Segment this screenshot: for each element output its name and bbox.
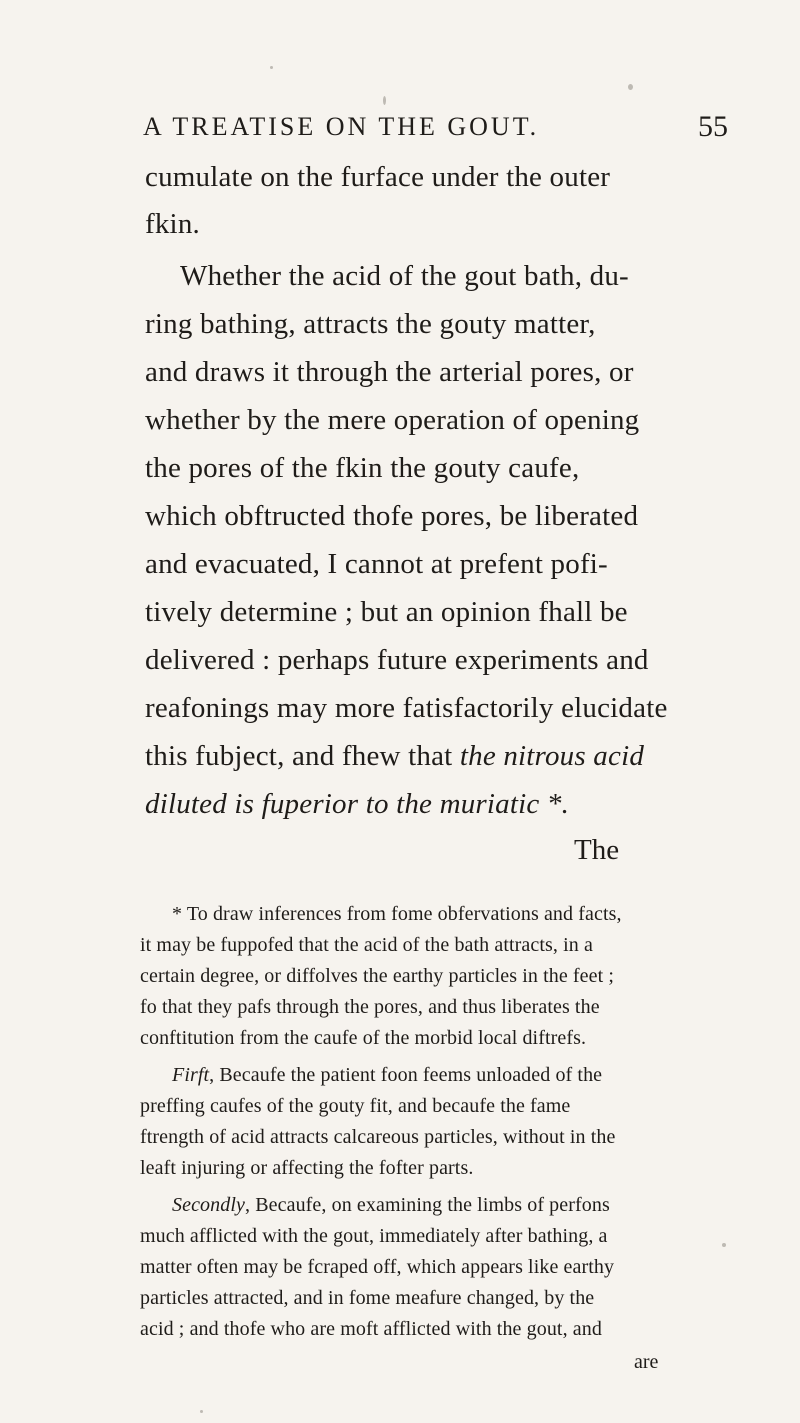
text-line: fkin. bbox=[145, 208, 200, 240]
footnote-line: much afflicted with the gout, immediately after bathing, a bbox=[140, 1225, 608, 1247]
footnote-catchword: are bbox=[634, 1351, 659, 1373]
footnote-line: acid ; and thofe who are moft afflicted with the gout, and bbox=[140, 1318, 602, 1340]
footnote-line: certain degree, or diffolves the earthy particles in the feet ; bbox=[140, 965, 615, 987]
footnote-line: fo that they pafs through the pores, and thus liberates the bbox=[140, 996, 600, 1018]
footnote-line bbox=[172, 1194, 610, 1217]
paper-speck bbox=[722, 1243, 726, 1247]
footnote-emphasis: Secondly bbox=[172, 1194, 245, 1216]
footnote-emphasis: Firft bbox=[172, 1064, 210, 1086]
text-line: ring bathing, attracts the gouty matter, bbox=[145, 308, 596, 340]
footnote-line bbox=[172, 1064, 602, 1087]
paper-speck bbox=[628, 84, 633, 90]
text-line: and draws it through the arterial pores, or bbox=[145, 356, 634, 388]
footnote-line: * To draw inferences from fome obfervations and facts, bbox=[172, 903, 622, 925]
text-line: and evacuated, I cannot at prefent pofi- bbox=[145, 548, 608, 580]
running-title: A TREATISE ON THE GOUT. bbox=[143, 112, 540, 141]
footnote-line: preffing caufes of the gouty fit, and becaufe the fame bbox=[140, 1095, 571, 1117]
page-number: 55 bbox=[698, 110, 728, 143]
text-line: diluted is fuperior to the muriatic *. bbox=[145, 788, 570, 820]
footnote-line: conftitution from the caufe of the morbid local diftrefs. bbox=[140, 1027, 587, 1049]
paper-speck bbox=[200, 1410, 203, 1413]
footnote-line: it may be fuppofed that the acid of the bath attracts, in a bbox=[140, 934, 593, 956]
footnote-line: matter often may be fcraped off, which appears like earthy bbox=[140, 1256, 615, 1278]
running-head bbox=[0, 112, 800, 152]
text-line: the pores of the fkin the gouty caufe, bbox=[145, 452, 580, 484]
text-line: whether by the mere operation of opening bbox=[145, 404, 640, 436]
footnote-line: particles attracted, and in fome meafure changed, by the bbox=[140, 1287, 595, 1309]
text-line-italic: the nitrous acid bbox=[459, 740, 645, 772]
catchword: The bbox=[574, 834, 620, 866]
text-line: cumulate on the furface under the outer bbox=[145, 161, 611, 193]
text-line: tively determine ; but an opinion fhall be bbox=[145, 596, 628, 628]
footnote-line-rest: , Becaufe the patient foon feems unloaded of the bbox=[209, 1064, 603, 1086]
footnote-line: leaft injuring or affecting the fofter parts. bbox=[140, 1157, 474, 1179]
footnote-line: ftrength of acid attracts calcareous particles, without in the bbox=[140, 1126, 616, 1148]
text-line: Whether the acid of the gout bath, du- bbox=[180, 260, 629, 292]
paper-speck bbox=[383, 96, 386, 105]
paper-speck bbox=[270, 66, 273, 69]
text-line-roman: this fubject, and fhew that bbox=[145, 740, 453, 772]
text-line bbox=[145, 740, 644, 773]
text-line: reafonings may more fatisfactorily elucidate bbox=[145, 692, 668, 724]
text-line: delivered : perhaps future experiments and bbox=[145, 644, 649, 676]
text-line: which obftructed thofe pores, be liberated bbox=[145, 500, 639, 532]
footnote-line-rest: , Becaufe, on examining the limbs of perfons bbox=[245, 1194, 610, 1216]
